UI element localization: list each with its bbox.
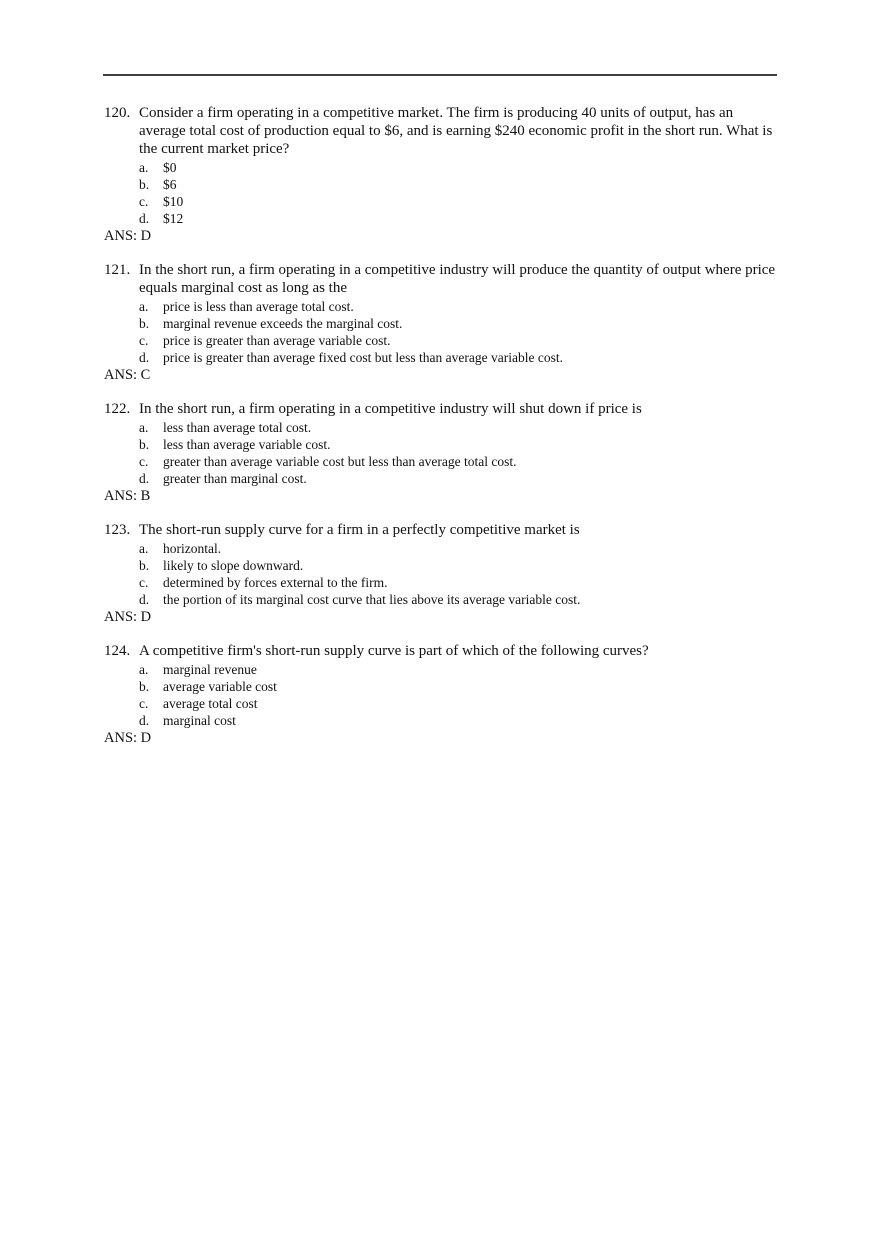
question-block <box>104 400 777 505</box>
choice-item <box>139 315 777 332</box>
question-number: 124. <box>104 643 131 659</box>
choice-letter: d. <box>139 592 150 607</box>
answer-value: C <box>140 367 151 383</box>
question-text: A competitive firm's short-run supply curve is part of which of the following curves? <box>139 643 649 659</box>
choice-item <box>139 436 777 453</box>
choice-item <box>139 591 777 608</box>
question-number: 121. <box>104 262 131 278</box>
choice-text: average variable cost <box>163 679 277 694</box>
choice-text: greater than average variable cost but less than average total cost. <box>163 454 517 469</box>
choice-letter: d. <box>139 211 150 226</box>
answer-value: B <box>140 488 151 504</box>
choice-item <box>139 419 777 436</box>
question-number: 120. <box>104 105 131 121</box>
answer-line <box>104 487 777 505</box>
choice-list <box>139 661 777 729</box>
choice-list <box>139 540 777 608</box>
choice-item <box>139 332 777 349</box>
choice-letter: b. <box>139 558 150 573</box>
choice-list <box>139 159 777 227</box>
choice-item <box>139 159 777 176</box>
answer-value: D <box>140 609 152 625</box>
question-number: 122. <box>104 401 131 417</box>
question-row <box>104 521 777 608</box>
question-block <box>104 521 777 626</box>
choice-letter: c. <box>139 333 149 348</box>
question-row <box>104 400 777 487</box>
answer-line <box>104 608 777 626</box>
question-row <box>104 104 777 227</box>
answer-line <box>104 729 777 747</box>
choice-item <box>139 540 777 557</box>
question-text: In the short run, a firm operating in a competitive industry will produce the quantity of output where price equals marginal cost as long as the <box>139 262 776 296</box>
choice-item <box>139 661 777 678</box>
question-block <box>104 642 777 747</box>
choice-item <box>139 453 777 470</box>
choice-letter: d. <box>139 471 150 486</box>
question-row <box>104 261 777 366</box>
question-block <box>104 104 777 245</box>
choice-item <box>139 298 777 315</box>
answer-label: ANS: <box>104 367 138 383</box>
choice-letter: c. <box>139 454 149 469</box>
question-list <box>104 104 777 763</box>
choice-text: likely to slope downward. <box>163 558 304 573</box>
choice-item <box>139 349 777 366</box>
choice-item <box>139 678 777 695</box>
answer-line <box>104 227 777 245</box>
header-rule <box>103 74 777 76</box>
choice-letter: b. <box>139 679 150 694</box>
choice-item <box>139 557 777 574</box>
choice-text: greater than marginal cost. <box>163 471 307 486</box>
choice-letter: b. <box>139 177 150 192</box>
choice-item <box>139 574 777 591</box>
choice-letter: c. <box>139 194 149 209</box>
choice-letter: a. <box>139 299 149 314</box>
choice-text: $0 <box>163 160 177 175</box>
choice-text: average total cost <box>163 696 258 711</box>
question-number: 123. <box>104 522 131 538</box>
choice-text: $10 <box>163 194 184 209</box>
question-body <box>139 521 777 608</box>
question-body <box>139 261 777 366</box>
choice-letter: a. <box>139 420 149 435</box>
choice-item <box>139 176 777 193</box>
choice-item <box>139 695 777 712</box>
choice-letter: c. <box>139 696 149 711</box>
choice-letter: b. <box>139 316 150 331</box>
choice-text: marginal revenue <box>163 662 257 677</box>
choice-text: price is greater than average fixed cost but less than average variable cost. <box>163 350 563 365</box>
question-body <box>139 400 777 487</box>
question-row <box>104 642 777 729</box>
choice-item <box>139 210 777 227</box>
question-text: Consider a firm operating in a competitive market. The firm is producing 40 units of output, has an average total cost of production equal to $6, and is earning $240 economic profit in the short run. What is the current market price? <box>139 105 773 157</box>
answer-label: ANS: <box>104 730 138 746</box>
choice-text: $12 <box>163 211 184 226</box>
choice-text: horizontal. <box>163 541 222 556</box>
answer-label: ANS: <box>104 609 138 625</box>
question-block <box>104 261 777 384</box>
answer-label: ANS: <box>104 228 138 244</box>
choice-letter: a. <box>139 662 149 677</box>
choice-letter: b. <box>139 437 150 452</box>
choice-item <box>139 193 777 210</box>
choice-text: marginal revenue exceeds the marginal cost. <box>163 316 403 331</box>
choice-item <box>139 470 777 487</box>
choice-text: less than average variable cost. <box>163 437 331 452</box>
answer-value: D <box>140 730 152 746</box>
answer-line <box>104 366 777 384</box>
choice-text: determined by forces external to the firm. <box>163 575 388 590</box>
choice-text: price is less than average total cost. <box>163 299 354 314</box>
choice-text: marginal cost <box>163 713 236 728</box>
choice-text: $6 <box>163 177 177 192</box>
choice-letter: c. <box>139 575 149 590</box>
choice-text: less than average total cost. <box>163 420 312 435</box>
choice-letter: a. <box>139 160 149 175</box>
choice-item <box>139 712 777 729</box>
question-text: The short-run supply curve for a firm in a perfectly competitive market is <box>139 522 580 538</box>
choice-letter: d. <box>139 713 150 728</box>
choice-text: price is greater than average variable cost. <box>163 333 391 348</box>
answer-value: D <box>140 228 152 244</box>
choice-letter: d. <box>139 350 150 365</box>
choice-text: the portion of its marginal cost curve that lies above its average variable cost. <box>163 592 581 607</box>
question-text: In the short run, a firm operating in a competitive industry will shut down if price is <box>139 401 642 417</box>
question-body <box>139 104 777 227</box>
question-body <box>139 642 777 729</box>
answer-label: ANS: <box>104 488 138 504</box>
choice-letter: a. <box>139 541 149 556</box>
choice-list <box>139 419 777 487</box>
choice-list <box>139 298 777 366</box>
